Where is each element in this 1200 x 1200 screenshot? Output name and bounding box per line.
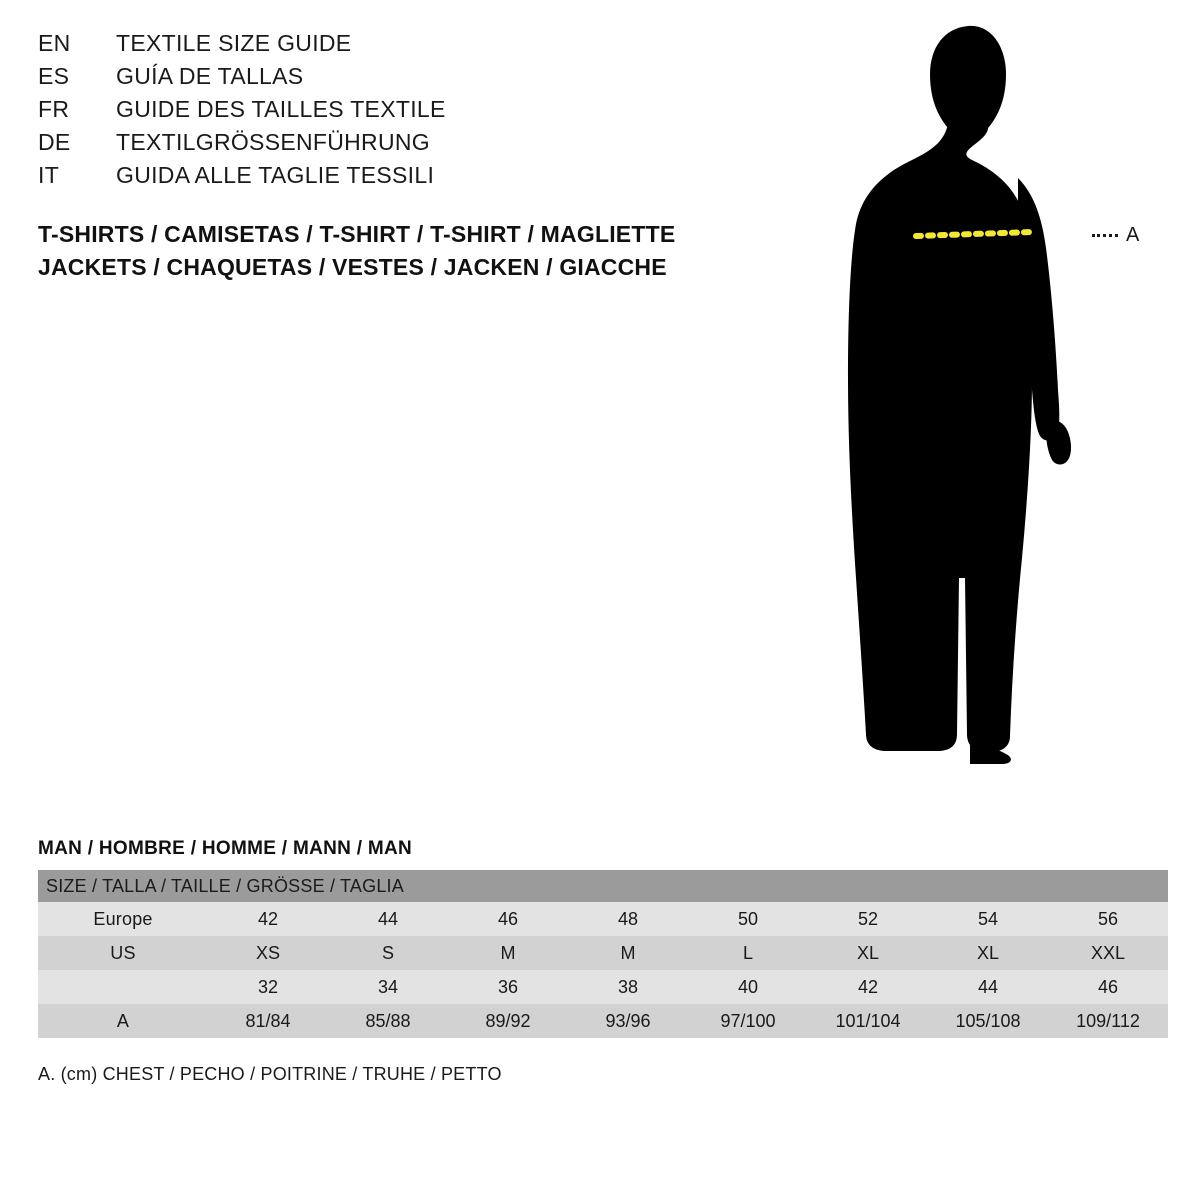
table-cell: 85/88 bbox=[328, 1004, 448, 1038]
table-cell: 42 bbox=[208, 902, 328, 936]
table-gender-title: MAN / HOMBRE / HOMME / MANN / MAN bbox=[38, 838, 413, 859]
size-table-section bbox=[38, 838, 1168, 1085]
language-row bbox=[38, 30, 758, 63]
language-row bbox=[38, 96, 758, 129]
table-cell: XXL bbox=[1048, 936, 1168, 970]
table-cell: 50 bbox=[688, 902, 808, 936]
table-cell: 46 bbox=[448, 902, 568, 936]
table-cell: 109/112 bbox=[1048, 1004, 1168, 1038]
table-cell: 40 bbox=[688, 970, 808, 1004]
measurement-footnote: A. (cm) CHEST / PECHO / POITRINE / TRUHE / PETTO bbox=[38, 1064, 502, 1084]
table-cell: 46 bbox=[1048, 970, 1168, 1004]
size-table bbox=[38, 870, 1168, 1038]
table-cell: 101/104 bbox=[808, 1004, 928, 1038]
table-cell: 93/96 bbox=[568, 1004, 688, 1038]
language-title: TEXTILGRÖSSENFÜHRUNG bbox=[116, 129, 430, 155]
language-header-block bbox=[38, 30, 758, 195]
language-row bbox=[38, 162, 758, 195]
table-cell: S bbox=[328, 936, 448, 970]
row-label-a: A bbox=[38, 1004, 208, 1038]
male-silhouette-figure bbox=[820, 18, 1180, 788]
table-cell: 56 bbox=[1048, 902, 1168, 936]
row-label-europe: Europe bbox=[38, 902, 208, 936]
table-cell: 42 bbox=[808, 970, 928, 1004]
table-band-header-label: SIZE / TALLA / TAILLE / GRÖSSE / TAGLIA bbox=[38, 870, 1168, 902]
row-label-us: US bbox=[38, 936, 208, 970]
measure-label-a: A bbox=[1126, 224, 1140, 246]
language-code: EN bbox=[38, 30, 71, 56]
table-cell: 89/92 bbox=[448, 1004, 568, 1038]
measure-leader-line bbox=[1092, 234, 1118, 237]
table-row bbox=[38, 970, 1168, 1004]
table-cell: 105/108 bbox=[928, 1004, 1048, 1038]
table-cell: XL bbox=[928, 936, 1048, 970]
language-row bbox=[38, 129, 758, 162]
language-title: GUÍA DE TALLAS bbox=[116, 63, 304, 89]
language-code: FR bbox=[38, 96, 70, 122]
table-band-header-row bbox=[38, 870, 1168, 902]
language-title: TEXTILE SIZE GUIDE bbox=[116, 30, 352, 56]
table-cell: 44 bbox=[328, 902, 448, 936]
table-cell: 34 bbox=[328, 970, 448, 1004]
table-cell: 38 bbox=[568, 970, 688, 1004]
row-label-blank bbox=[38, 970, 208, 1004]
language-code: IT bbox=[38, 162, 60, 188]
category-line-tshirts: T-SHIRTS / CAMISETAS / T-SHIRT / T-SHIRT / MAGLIETTE bbox=[38, 221, 676, 247]
language-title: GUIDE DES TAILLES TEXTILE bbox=[116, 96, 446, 122]
table-cell: M bbox=[448, 936, 568, 970]
table-cell: 81/84 bbox=[208, 1004, 328, 1038]
language-title: GUIDA ALLE TAGLIE TESSILI bbox=[116, 162, 435, 188]
table-cell: XS bbox=[208, 936, 328, 970]
table-cell: 36 bbox=[448, 970, 568, 1004]
table-cell: M bbox=[568, 936, 688, 970]
table-cell: 48 bbox=[568, 902, 688, 936]
table-row bbox=[38, 936, 1168, 970]
table-cell: 52 bbox=[808, 902, 928, 936]
table-cell: 44 bbox=[928, 970, 1048, 1004]
table-row bbox=[38, 1004, 1168, 1038]
language-row bbox=[38, 63, 758, 96]
table-cell: L bbox=[688, 936, 808, 970]
table-cell: 54 bbox=[928, 902, 1048, 936]
table-cell: 32 bbox=[208, 970, 328, 1004]
garment-category-list bbox=[38, 218, 798, 284]
table-cell: XL bbox=[808, 936, 928, 970]
language-code: DE bbox=[38, 129, 71, 155]
language-code: ES bbox=[38, 63, 70, 89]
table-cell: 97/100 bbox=[688, 1004, 808, 1038]
category-line-jackets: JACKETS / CHAQUETAS / VESTES / JACKEN / GIACCHE bbox=[38, 254, 667, 280]
table-row bbox=[38, 902, 1168, 936]
